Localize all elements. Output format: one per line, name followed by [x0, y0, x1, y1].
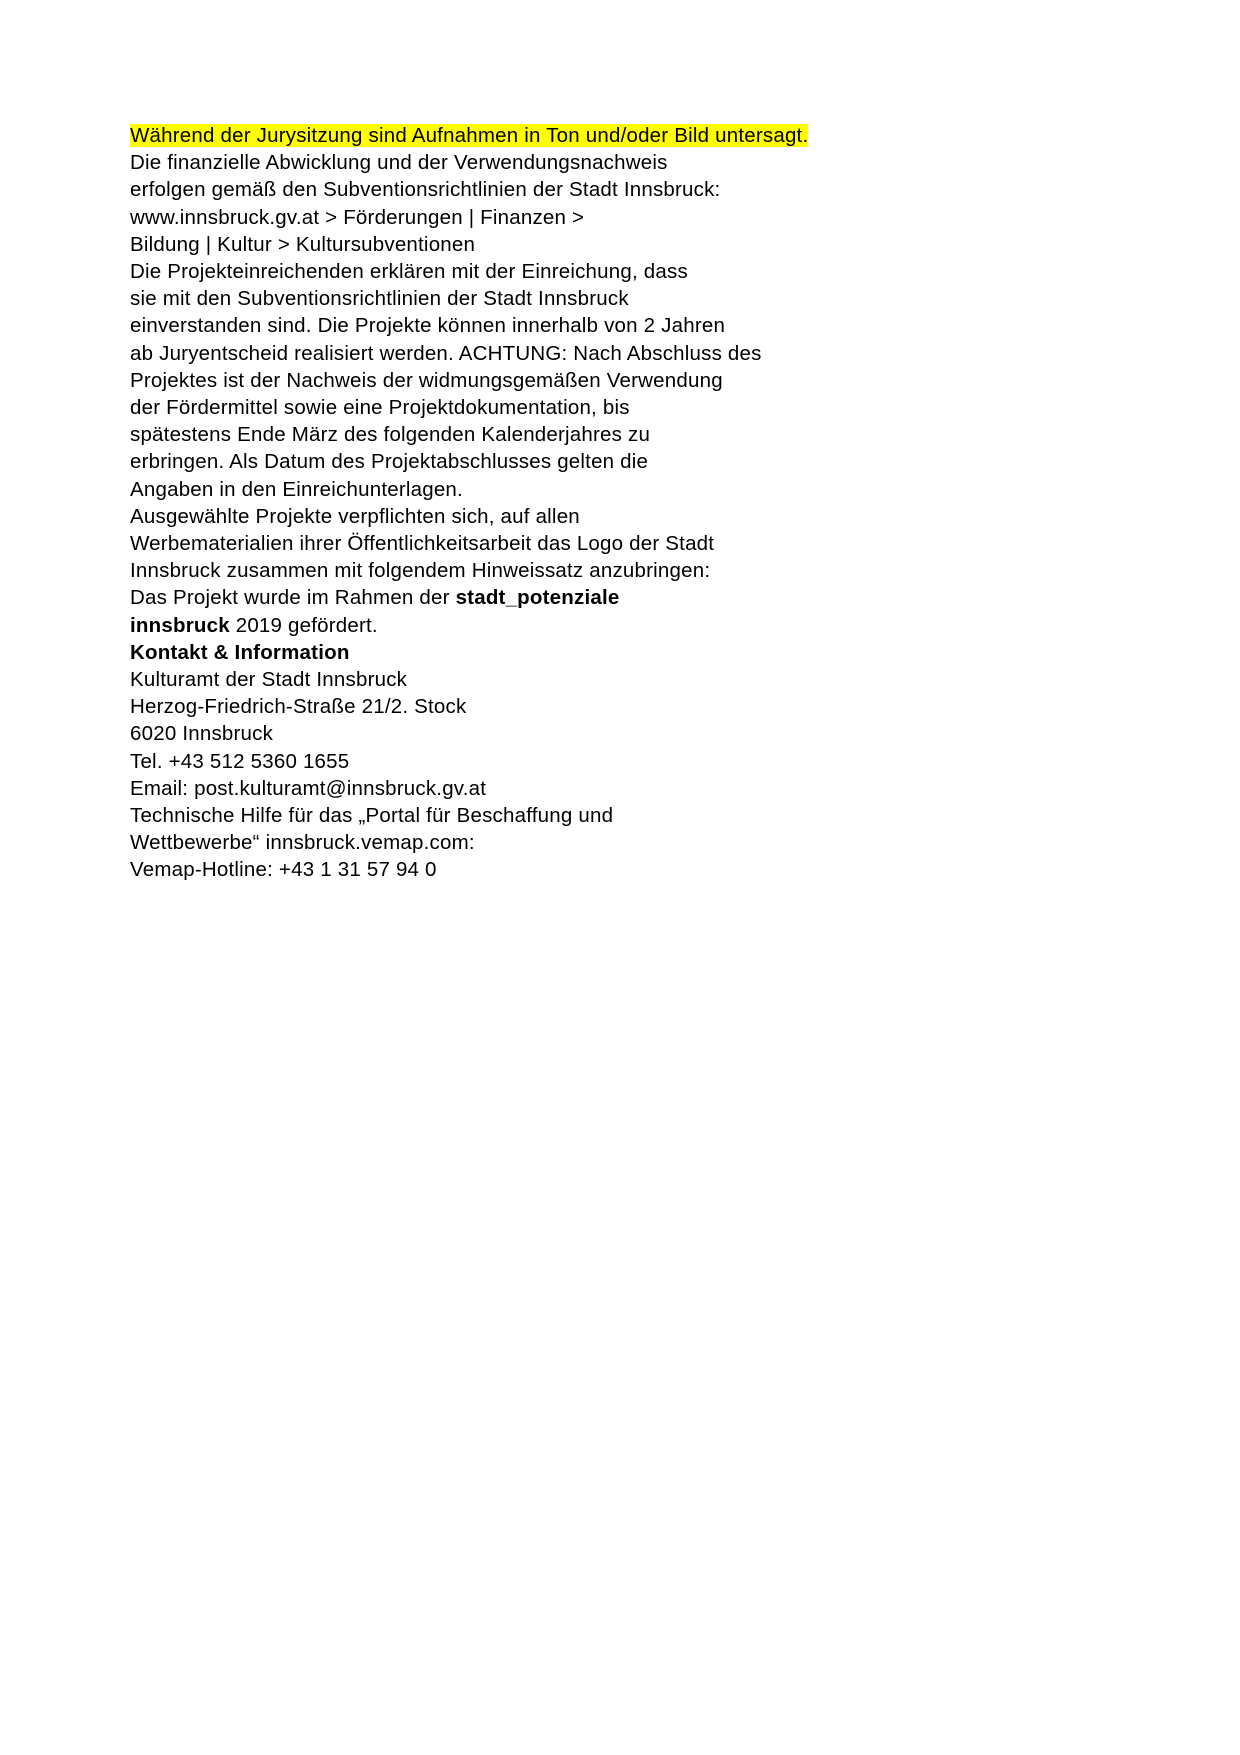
paragraph-1-line-2: erfolgen gemäß den Subventionsrichtlinien der Stadt Innsbruck:	[130, 178, 721, 202]
paragraph-1-line-4: Bildung | Kultur > Kultursubventionen	[130, 232, 476, 256]
paragraph-2-line-9: Angaben in den Einreichunterlagen.	[130, 477, 463, 501]
paragraph-2-line-6: der Fördermittel sowie eine Projektdokumentation, bis	[130, 396, 630, 420]
credit-notice-line-2	[130, 612, 1030, 639]
contact-line-email: Email: post.kulturamt@innsbruck.gv.at	[130, 776, 487, 800]
paragraph-2-line-7: spätestens Ende März des folgenden Kalenderjahres zu	[130, 423, 651, 447]
paragraph-3-line-2: Werbematerialien ihrer Öffentlichkeitsarbeit das Logo der Stadt	[130, 532, 715, 556]
credit-notice-program-name: stadt_potenziale	[455, 586, 620, 610]
contact-line-street: Herzog-Friedrich-Straße 21/2. Stock	[130, 695, 467, 719]
paragraph-2-line-3: einverstanden sind. Die Projekte können innerhalb von 2 Jahren	[130, 314, 726, 338]
paragraph-2-line-1: Die Projekteinreichenden erklären mit der Einreichung, dass	[130, 260, 688, 284]
paragraph-2-line-4: ab Juryentscheid realisiert werden. ACHTUNG: Nach Abschluss des	[130, 341, 762, 365]
paragraph-2-line-5: Projektes ist der Nachweis der widmungsgemäßen Verwendung	[130, 368, 723, 392]
contact-line-hotline: Vemap-Hotline: +43 1 31 57 94 0	[130, 858, 437, 882]
paragraph-1-line-3: www.innsbruck.gv.at > Förderungen | Finanzen >	[130, 205, 585, 229]
paragraph-3-line-3: Innsbruck zusammen mit folgendem Hinweissatz anzubringen:	[130, 559, 711, 583]
credit-notice-prefix: Das Projekt wurde im Rahmen der	[130, 586, 456, 610]
contact-line-organization: Kulturamt der Stadt Innsbruck	[130, 668, 408, 692]
contact-line-city: 6020 Innsbruck	[130, 722, 274, 746]
credit-notice-program-name-cont: innsbruck	[130, 613, 230, 637]
contact-line-support-1: Technische Hilfe für das „Portal für Beschaffung und	[130, 804, 614, 828]
credit-notice-line-1	[130, 584, 1030, 611]
highlighted-notice-line	[130, 122, 1030, 149]
paragraph-3-line-1: Ausgewählte Projekte verpflichten sich, auf allen	[130, 504, 580, 528]
highlight-span: Während der Jurysitzung sind Aufnahmen in Ton und/oder Bild untersagt.	[130, 124, 809, 147]
document-body	[130, 122, 1030, 884]
paragraph-2-line-8: erbringen. Als Datum des Projektabschlusses gelten die	[130, 450, 649, 474]
contact-heading: Kontakt & Information	[130, 640, 350, 664]
contact-line-phone: Tel. +43 512 5360 1655	[130, 749, 350, 773]
contact-line-support-2: Wettbewerbe“ innsbruck.vemap.com:	[130, 831, 475, 855]
paragraph-2-line-2: sie mit den Subventionsrichtlinien der Stadt Innsbruck	[130, 287, 629, 311]
credit-notice-suffix: 2019 gefördert.	[229, 613, 378, 637]
paragraph-1-line-1: Die finanzielle Abwicklung und der Verwendungsnachweis	[130, 151, 668, 175]
